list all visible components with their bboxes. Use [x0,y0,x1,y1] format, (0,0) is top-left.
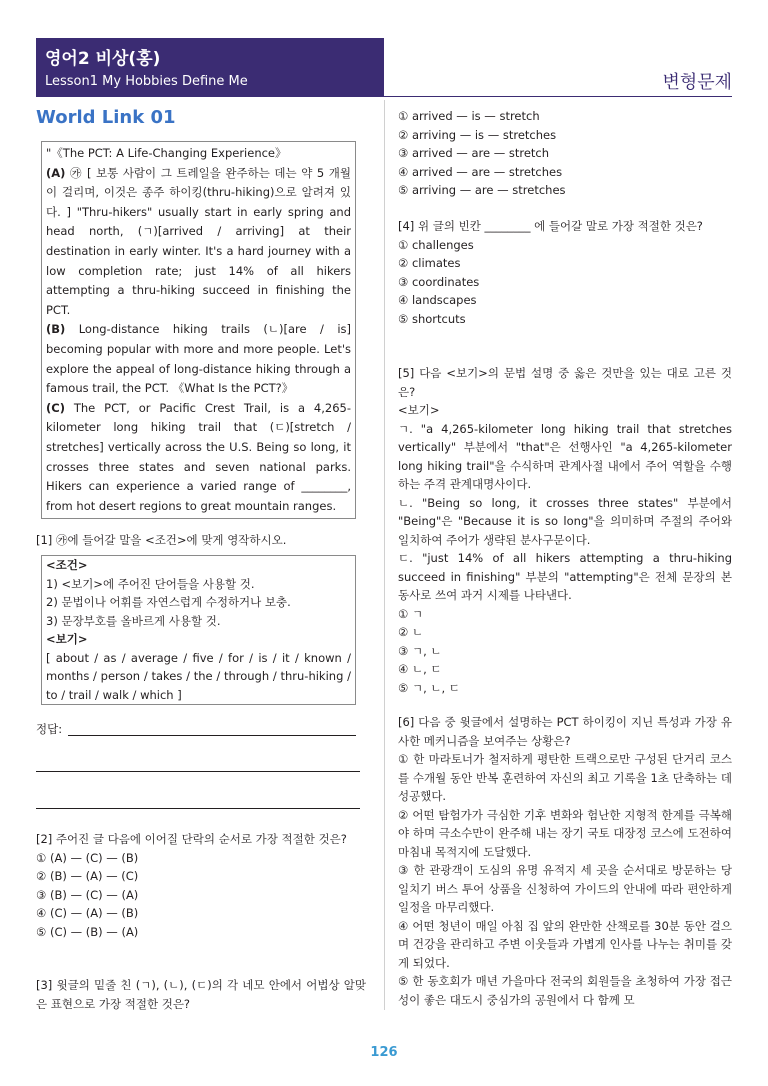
section-title: World Link 01 [36,107,176,128]
question-2 [36,830,366,941]
paragraph-b [46,320,351,398]
reading-passage [41,141,356,519]
question-3 [36,976,366,1013]
condition-1: 1) <보기>에 주어진 단어들을 사용할 것. [46,576,255,591]
question-1-prompt: [1] ㉮에 들어갈 말을 <조건>에 맞게 영작하시오. [36,533,287,547]
question-5-prompt: [5] 다음 <보기>의 문법 설명 중 옳은 것만을 있는 대로 고른 것은? [398,366,732,399]
option[interactable]: ④ arrived — are — stretches [398,164,563,179]
paragraph-c [46,399,351,517]
option[interactable]: ② ㄴ [398,625,424,639]
answer-line-1[interactable] [68,735,356,736]
paragraph-a-label: (A) [46,165,66,180]
question-6 [398,713,732,1009]
option[interactable]: ⑤ (C) — (B) — (A) [36,924,139,939]
condition-title: <조건> [46,558,88,572]
option[interactable]: ② arriving — is — stretches [398,127,557,142]
option[interactable]: ② 어떤 탐험가가 극심한 기후 변화와 험난한 지형적 한계를 극복해야 하며 극소수만이 완주해 내는 장기 국토 대장정 코스에 도전하여 마침내 목적지에 도달했다. [398,807,732,859]
condition-box [41,555,356,705]
column-divider [384,100,385,1010]
option[interactable]: ⑤ shortcuts [398,311,466,326]
paragraph-a-text: ㉮ [ 보통 사람이 그 트레일을 완주하는 데는 약 5 개월이 걸리며, 이것은 종주 하이킹(thru-hiking)으로 알려져 있다. ] "Thru-hikers" usually start in early spring and head north, (ㄱ)[arrived / arriving] at their destination in early winter. It's a hard journey with a low completion rate; just 14% of all hikers attempting a thru-hiking succeed in finishing the PCT. [46,165,351,317]
header-banner [36,38,384,96]
question-4 [398,217,732,328]
statement-2: ㄴ. "Being so long, it crosses three states" 부분에서 "Being"은 "Because it is so long"을 의미하며 주절의 주어와 일치하여 주어가 생략된 분사구문이다. [398,495,732,547]
paragraph-b-text: Long-distance hiking trails (ㄴ)[are / is] becoming popular with more and more people. Let's explore the appeal of long-distance hiking through a famous trail, the PCT. 《What Is the PCT?》 [46,322,351,396]
option[interactable]: ④ landscapes [398,293,477,307]
question-3-options [398,107,732,200]
option[interactable]: ⑤ arriving — are — stretches [398,183,566,197]
page-number: 126 [370,1045,398,1060]
header-rule [36,96,732,97]
word-list: [ about / as / average / five / for / is / it / known / months / person / takes / the / through / thru-hiking / to / trail / walk / which ] [46,650,351,702]
option[interactable]: ④ 어떤 청년이 매일 아침 집 앞의 완만한 산책로를 30분 동안 걸으며 건강을 관리하고 주변 이웃들과 가볍게 인사를 나누는 취미를 갖게 되었다. [398,918,732,970]
lesson-title: Lesson1 My Hobbies Define Me [45,74,248,89]
answer-line-3[interactable] [36,808,360,809]
statement-3: ㄷ. "just 14% of all hikers attempting a thru-hiking succeed in finishing" 부분의 "attempting"은 전체 문장의 본동사로 쓰여 과거 시제를 나타낸다. [398,551,732,602]
option[interactable]: ③ coordinates [398,274,480,289]
option[interactable]: ① 한 마라토너가 철저하게 평탄한 트랙으로만 구성된 단거리 코스를 수개월 동안 반복 훈련하여 자신의 최고 기록을 1초 단축하는 데 성공했다. [398,752,732,803]
question-3-prompt: [3] 윗글의 밑줄 친 (ㄱ), (ㄴ), (ㄷ)의 각 네모 안에서 어법상 알맞은 표현으로 가장 적절한 것은? [36,978,366,1011]
option[interactable]: ② climates [398,256,461,270]
paragraph-b-label: (B) [46,322,66,337]
question-2-prompt: [2] 주어진 글 다음에 이어질 단락의 순서로 가장 적절한 것은? [36,832,347,846]
option[interactable]: ① (A) — (C) — (B) [36,850,139,865]
question-5 [398,364,732,697]
condition-2: 2) 문법이나 어휘를 자연스럽게 수정하거나 보충. [46,595,291,609]
answer-label: 정답: [36,722,63,736]
question-5-box-title: <보기> [398,403,440,417]
question-4-prompt: [4] 위 글의 빈칸 ________ 에 들어갈 말로 가장 적절한 것은? [398,219,703,233]
statement-1: ㄱ. "a 4,265-kilometer long hiking trail that stretches vertically" 부분에서 "that"은 선행사인 "a 4,265-kilometer long hiking trail"을 수식하며 관계사절 내에서 주어 역할을 수행하는 주격 관계대명사이다. [398,421,732,491]
option[interactable]: ① arrived — is — stretch [398,109,540,123]
option[interactable]: ④ ㄴ, ㄷ [398,662,442,676]
option[interactable]: ⑤ 한 동호회가 매년 가을마다 전국의 회원들을 초청하여 가장 접근성이 좋은 대도시 중심가의 공원에서 다 함께 모 [398,974,732,1007]
option[interactable]: ③ (B) — (C) — (A) [36,887,139,902]
paragraph-a [46,164,351,321]
option[interactable]: ② (B) — (A) — (C) [36,869,139,883]
option[interactable]: ③ ㄱ, ㄴ [398,643,442,658]
paragraph-c-text: The PCT, or Pacific Crest Trail, is a 4,265-kilometer long hiking trail that (ㄷ)[stretch / stretches] vertically across the U.S. Being so long, it crosses three states and seven national parks. Hikers can experience a varied range of ________, from hot desert regions to great mountain ranges. [46,400,351,513]
option[interactable]: ① ㄱ [398,606,424,621]
category-label: 변형문제 [662,72,732,93]
passage-heading: "《The PCT: A Life-Changing Experience》 [46,146,287,160]
paragraph-c-label: (C) [46,400,65,415]
option[interactable]: ⑤ ㄱ, ㄴ, ㄷ [398,680,460,695]
option[interactable]: ① challenges [398,237,474,252]
answer-line-2[interactable] [36,771,360,772]
condition-3: 3) 문장부호를 올바르게 사용할 것. [46,613,221,628]
textbook-title: 영어2 비상(홍) [45,49,161,69]
option[interactable]: ④ (C) — (A) — (B) [36,906,139,920]
question-1 [36,531,366,550]
question-6-prompt: [6] 다음 중 윗글에서 설명하는 PCT 하이킹이 지닌 특성과 가장 유사한 메커니즘을 보여주는 상황은? [398,715,732,748]
option[interactable]: ③ 한 관광객이 도심의 유명 유적지 세 곳을 순서대로 방문하는 당일치기 버스 투어 상품을 신청하여 가이드의 안내에 따라 편안하게 일정을 마무리했다. [398,863,732,914]
word-box-title: <보기> [46,632,88,646]
option[interactable]: ③ arrived — are — stretch [398,146,550,160]
